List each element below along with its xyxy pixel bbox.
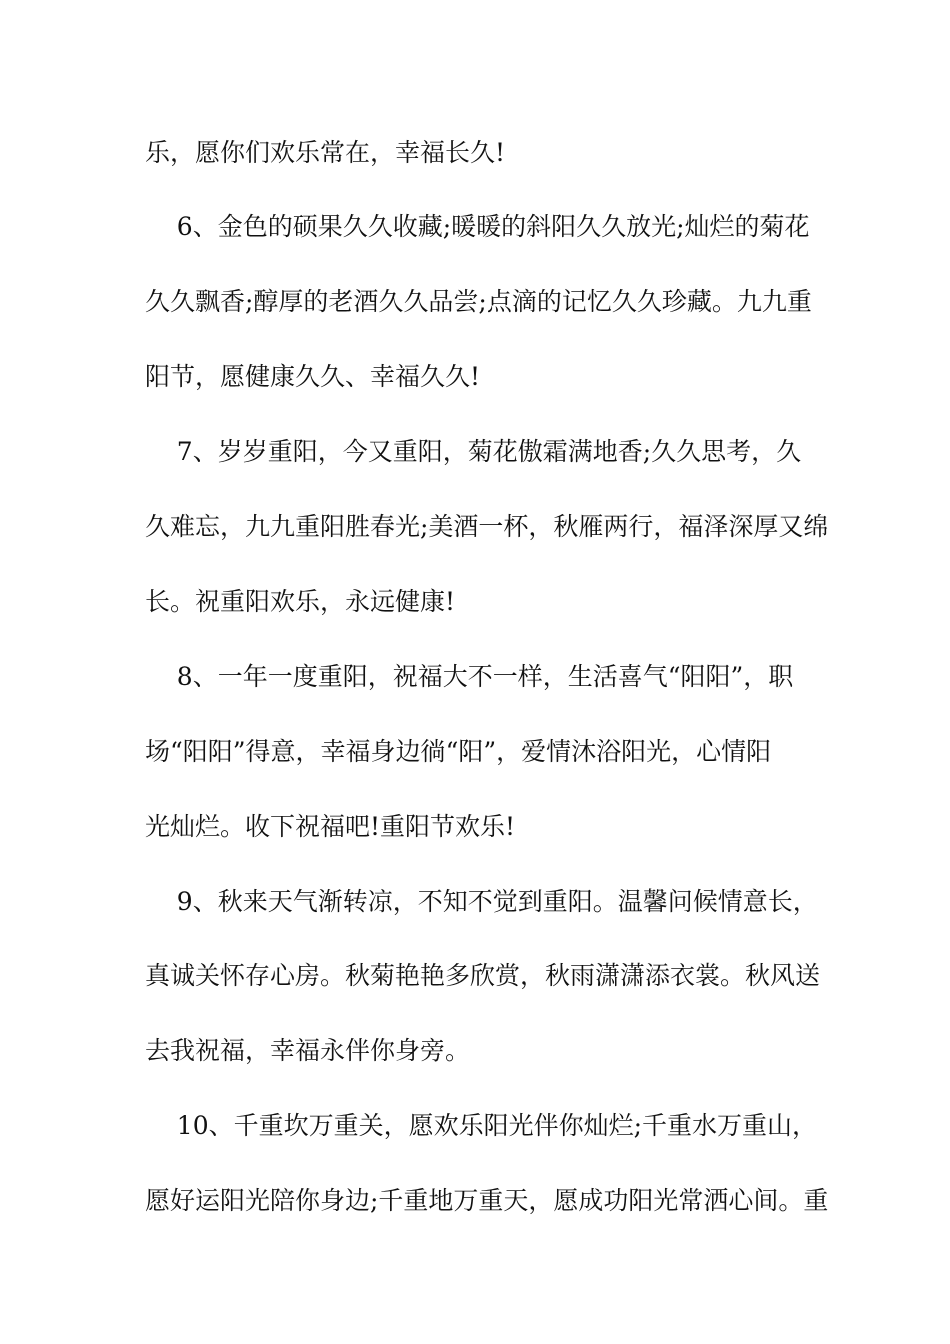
- text-line: 去我祝福，幸福永伴你身旁。: [145, 1036, 471, 1065]
- text-line: 8、一年一度重阳，祝福大不一样，生活喜气“阳阳”，职: [145, 662, 794, 691]
- text-line: 阳节，愿健康久久、幸福久久!: [145, 362, 481, 391]
- text-line: 光灿烂。收下祝福吧!重阳节欢乐!: [145, 812, 516, 841]
- text-line: 愿好运阳光陪你身边;千重地万重天，愿成功阳光常洒心间。重: [145, 1186, 829, 1215]
- text-line: 场“阳阳”得意，幸福身边徜“阳”，爱情沐浴阳光，心情阳: [145, 737, 772, 766]
- text-line: 7、岁岁重阳，今又重阳，菊花傲霜满地香;久久思考，久: [145, 437, 802, 466]
- text-line: 久难忘，九九重阳胜春光;美酒一杯，秋雁两行，福泽深厚又绵: [145, 512, 829, 541]
- text-line: 真诚关怀存心房。秋菊艳艳多欣赏，秋雨潇潇添衣裳。秋风送: [145, 961, 821, 990]
- text-line: 长。祝重阳欢乐，永远健康!: [145, 587, 456, 616]
- text-line: 9、秋来天气渐转凉，不知不觉到重阳。温馨问候情意长，: [145, 887, 818, 916]
- text-line: 乐，愿你们欢乐常在，幸福长久!: [145, 138, 506, 167]
- text-line: 10、千重坎万重关，愿欢乐阳光伴你灿烂;千重水万重山，: [145, 1111, 818, 1140]
- text-line: 6、金色的硕果久久收藏;暖暖的斜阳久久放光;灿烂的菊花: [145, 212, 810, 241]
- text-line: 久久飘香;醇厚的老酒久久品尝;点滴的记忆久久珍藏。九九重: [145, 287, 812, 316]
